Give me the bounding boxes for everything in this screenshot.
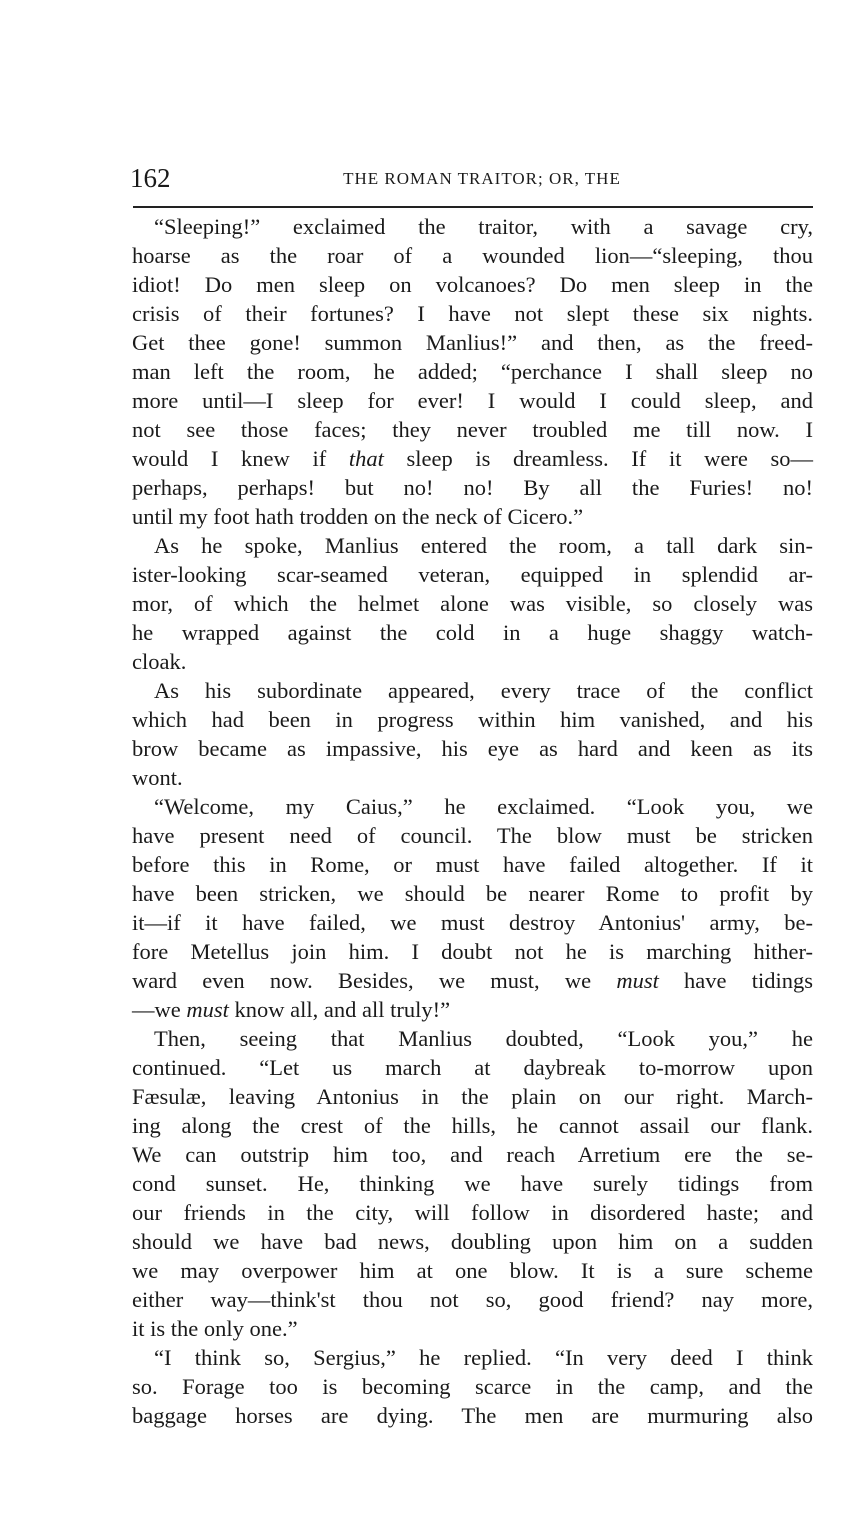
text-segment: ward even now. Besides, we must, we <box>132 968 617 993</box>
text-line: until my foot hath trodden on the neck of Cicero.” <box>132 504 584 529</box>
page-number: 162 <box>130 163 171 193</box>
paragraph <box>132 531 813 676</box>
text-line: before this in Rome, or must have failed altogether. If it <box>132 852 813 877</box>
text-line: man left the room, he added; “perchance I shall sleep no <box>132 359 813 384</box>
running-title: THE ROMAN TRAITOR; OR, THE <box>343 169 621 188</box>
text-line: so. Forage too is becoming scarce in the camp, and the <box>132 1374 813 1399</box>
text-segment: —we <box>132 997 187 1022</box>
text-line: We can outstrip him too, and reach Arretium ere the se- <box>132 1142 813 1167</box>
italic-text: must <box>616 968 659 993</box>
text-segment: have tidings <box>658 968 814 993</box>
text-line: have been stricken, we should be nearer Rome to profit by <box>132 881 813 906</box>
text-line: ister-looking scar-seamed veteran, equipped in splendid ar- <box>132 562 813 587</box>
paragraph <box>132 676 813 792</box>
text-line: mor, of which the helmet alone was visible, so closely was <box>132 591 813 616</box>
text-line <box>132 966 813 995</box>
text-line: hoarse as the roar of a wounded lion—“sleeping, thou <box>132 243 813 268</box>
text-line: baggage horses are dying. The men are murmuring also <box>132 1403 813 1428</box>
text-line: he wrapped against the cold in a huge shaggy watch- <box>132 620 813 645</box>
text-line: Fæsulæ, leaving Antonius in the plain on our right. March- <box>132 1084 813 1109</box>
text-line: it is the only one.” <box>132 1316 298 1341</box>
text-segment: would I knew if <box>132 446 349 471</box>
paragraph <box>132 1024 813 1343</box>
text-segment: know all, and all truly!” <box>228 997 451 1022</box>
italic-text: must <box>186 997 229 1022</box>
header-rule <box>133 206 813 208</box>
running-header <box>130 163 814 197</box>
paragraph <box>132 792 813 1024</box>
text-line: more until—I sleep for ever! I would I could sleep, and <box>132 388 813 413</box>
body-text <box>132 212 813 1430</box>
text-line: As he spoke, Manlius entered the room, a tall dark sin- <box>154 533 813 558</box>
text-line: brow became as impassive, his eye as hard and keen as its <box>132 736 813 761</box>
text-line: we may overpower him at one blow. It is a sure scheme <box>132 1258 813 1283</box>
text-line: should we have bad news, doubling upon him on a sudden <box>132 1229 813 1254</box>
text-line: crisis of their fortunes? I have not slept these six nights. <box>132 301 813 326</box>
text-line: which had been in progress within him vanished, and his <box>132 707 813 732</box>
text-line: “Sleeping!” exclaimed the traitor, with a savage cry, <box>154 214 813 239</box>
text-line: cloak. <box>132 649 187 674</box>
text-line: perhaps, perhaps! but no! no! By all the Furies! no! <box>132 475 813 500</box>
paragraph <box>132 1343 813 1430</box>
text-line: fore Metellus join him. I doubt not he is marching hither- <box>132 939 813 964</box>
text-line: wont. <box>132 765 183 790</box>
text-line: Then, seeing that Manlius doubted, “Look you,” he <box>154 1026 813 1051</box>
text-line <box>132 444 813 473</box>
text-line: continued. “Let us march at daybreak to-morrow upon <box>132 1055 813 1080</box>
text-line: cond sunset. He, thinking we have surely tidings from <box>132 1171 813 1196</box>
text-line <box>132 995 813 1024</box>
text-line: “Welcome, my Caius,” he exclaimed. “Look you, we <box>154 794 813 819</box>
text-line: Get thee gone! summon Manlius!” and then, as the freed- <box>132 330 813 355</box>
text-line: our friends in the city, will follow in disordered haste; and <box>132 1200 813 1225</box>
text-line: “I think so, Sergius,” he replied. “In very deed I think <box>154 1345 813 1370</box>
italic-text: that <box>348 446 384 471</box>
text-line: either way—think'st thou not so, good friend? nay more, <box>132 1287 813 1312</box>
text-line: have present need of council. The blow must be stricken <box>132 823 813 848</box>
text-line: it—if it have failed, we must destroy Antonius' army, be- <box>132 910 813 935</box>
text-line: As his subordinate appeared, every trace of the conflict <box>154 678 813 703</box>
text-line: idiot! Do men sleep on volcanoes? Do men sleep in the <box>132 272 813 297</box>
paragraph <box>132 212 813 531</box>
text-line: not see those faces; they never troubled me till now. I <box>132 417 813 442</box>
text-segment: sleep is dreamless. If it were so— <box>383 446 813 471</box>
text-line: ing along the crest of the hills, he cannot assail our flank. <box>132 1113 813 1138</box>
